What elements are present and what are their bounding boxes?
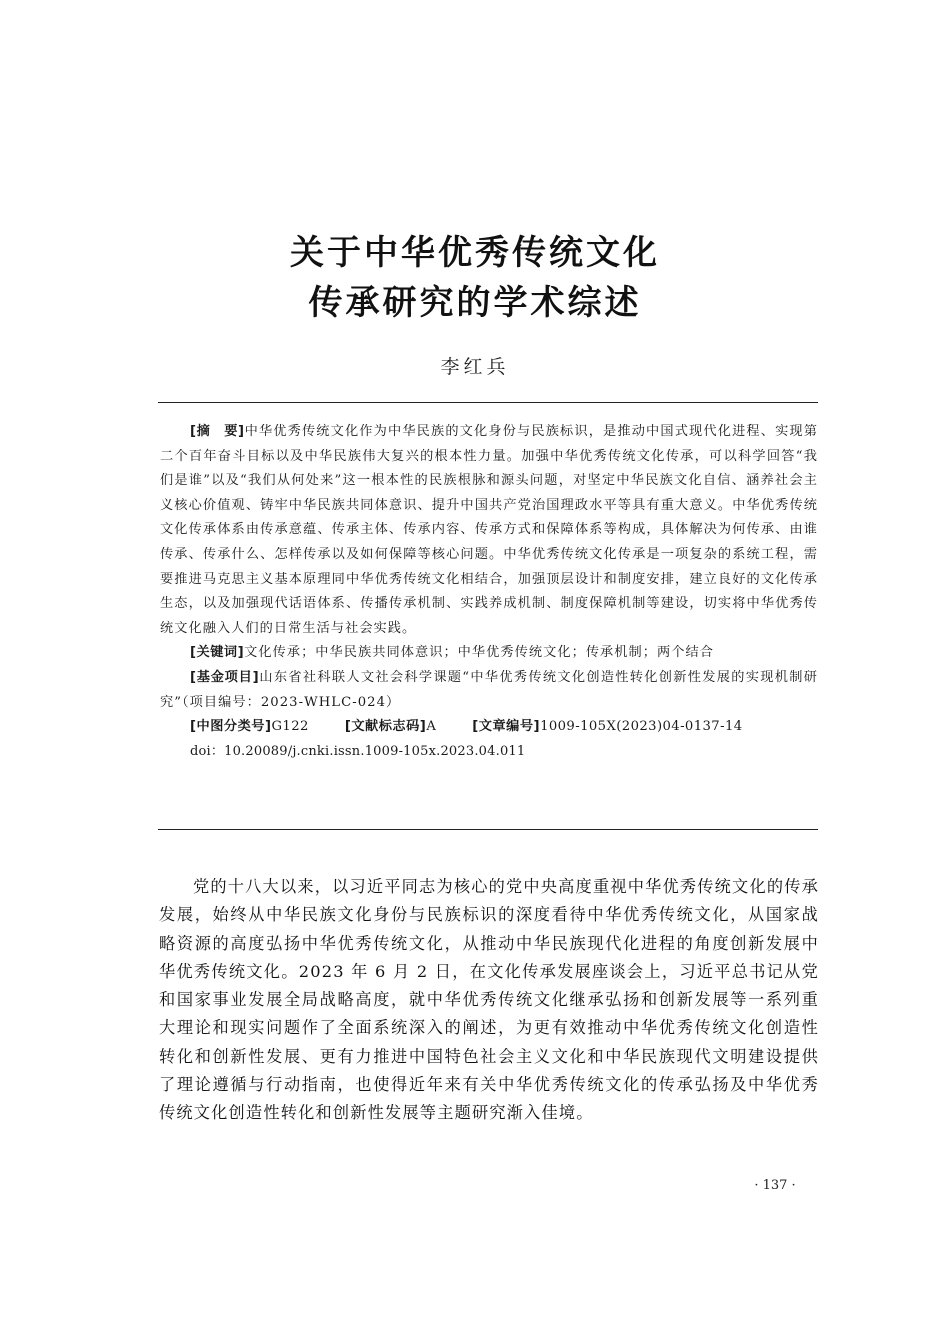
title-line-1: 关于中华优秀传统文化: [290, 233, 660, 273]
fund-label: [基金项目]: [190, 669, 260, 685]
fund-text: 山东省社科联人文社会科学课题“中华优秀传统文化创造性转化创新性发展的实现机制研究”（项目编号：2023-WHLC-024）: [160, 669, 818, 710]
body-paragraph: 党的十八大以来，以习近平同志为核心的党中央高度重视中华优秀传统文化的传承发展，始终从中华民族文化身份与民族标识的深度看待中华优秀传统文化，从国家战略资源的高度弘扬中华优秀传统文化，从推动中华民族现代化进程的角度创新发展中华优秀传统文化。2023 年 6 月 2 日，在文化传承发展座谈会上，习近平总书记从党和国家事业发展全局战略高度，就中华优秀传统文化继承弘扬和创新发展等一系列重大理论和现实问题作了全面系统深入的阐述，为更有效推动中华优秀传统文化创造性转化和创新性发展、更有力推进中国特色社会主义文化和中华民族现代文明建设提供了理论遵循与行动指南，也使得近年来有关中华优秀传统文化的传承弘扬及中华优秀传统文化创造性转化和创新性发展等主题研究渐入佳境。: [159, 877, 819, 1123]
doi-line: doi：10.20089/j.cnki.issn.1009-105x.2023.04.011: [190, 743, 526, 759]
keywords-text: 文化传承；中华民族共同体意识；中华优秀传统文化；传承机制；两个结合: [244, 645, 714, 661]
article-title: [0, 228, 950, 328]
abstract-text: 中华优秀传统文化作为中华民族的文化身份与民族标识，是推动中国式现代化进程、实现第二个百年奋斗目标以及中华民族伟大复兴的根本性力量。加强中华优秀传统文化传承，可以科学回答“我们是谁”以及“我们从何处来”这一根本性的民族根脉和源头问题，对坚定中华民族文化自信、涵养社会主义核心价值观、铸牢中华民族共同体意识、提升中国共产党治国理政水平等具有重大意义。中华优秀传统文化传承体系由传承意蕴、传承主体、传承内容、传承方式和保障体系等构成，具体解决为何传承、由谁传承、传承什么、怎样传承以及如何保障等核心问题。中华优秀传统文化传承是一项复杂的系统工程，需要推进马克思主义基本原理同中华优秀传统文化相结合，加强顶层设计和制度安排，建立良好的文化传承生态，以及加强现代话语体系、传播传承机制、实践养成机制、制度保障机制等建设，切实将中华优秀传统文化融入人们的日常生活与社会实践。: [160, 424, 818, 636]
page-number: · 137 ·: [754, 1178, 796, 1193]
article-number-label: [文章编号]: [472, 719, 541, 735]
abstract-paragraph: [160, 420, 818, 641]
title-line-2: 传承研究的学术综述: [308, 283, 642, 323]
main-body: [159, 873, 819, 1128]
author-name: 李红兵: [440, 356, 510, 378]
clc-value: G122: [271, 719, 309, 735]
abstract-section: [160, 420, 818, 764]
doc-code-label: [文献标志码]: [344, 719, 427, 735]
article-number-value: 1009-105X(2023)04-0137-14: [540, 719, 743, 735]
classification-line: [160, 715, 818, 740]
keywords-paragraph: [160, 641, 818, 666]
top-divider: [158, 402, 818, 403]
doc-code-value: A: [426, 719, 437, 735]
clc-label: [中图分类号]: [190, 719, 272, 735]
fund-paragraph: [160, 666, 818, 715]
bottom-divider: [158, 829, 818, 830]
keywords-label: [关键词]: [190, 645, 245, 661]
abstract-label: [摘 要]: [190, 424, 245, 439]
